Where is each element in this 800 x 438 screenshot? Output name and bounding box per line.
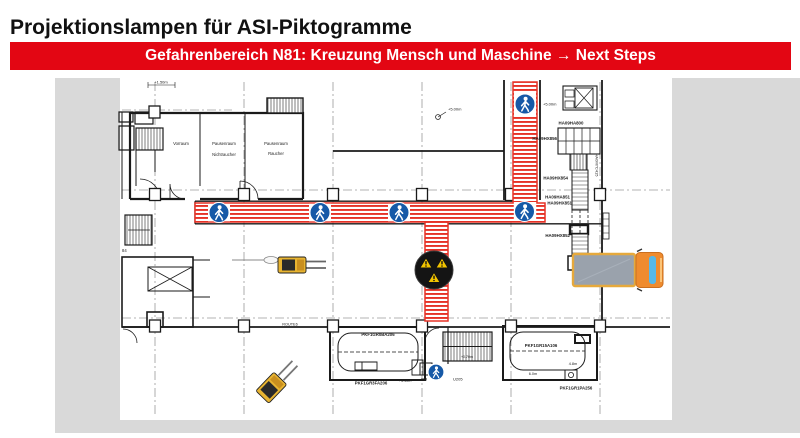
room-label: Pausenraum [264,141,288,146]
dimension-label: +5.00m [543,101,557,107]
room-label: Pausenraum [212,141,236,146]
dimension-label: 6.0m [528,372,538,376]
tank-label: PKF1GR15A106 [524,343,558,348]
room-label: Vorraum [173,141,189,146]
page-title: Projektionslampen für ASI-Piktogramme [10,16,412,40]
equipment-label: HA09HX856 [532,136,557,141]
wall-label: ROUTE6 [282,322,298,327]
equipment-label: HA0M7C415 [594,153,600,177]
tank-label: PKF1GR3FA206 [354,380,388,386]
dimension-label: +1.50m [154,79,168,85]
plan-sheet [120,78,672,420]
pedestrian-icon [208,203,230,223]
equipment-label: HA09HX854 [543,175,568,181]
room-label: Nichtraucher [212,152,236,157]
pedestrian-icon [514,93,536,115]
wall-label: PN [421,376,427,382]
tank-label: PKF1GR1PA256 [559,385,593,391]
wall-label: 84 [122,248,127,253]
projection-corridor-horizontal [195,203,545,222]
pedestrian-icon [428,364,444,380]
dimension-label: +0.70m [460,355,474,359]
wall-label: U205 [453,376,463,382]
pedestrian-icon [514,202,536,222]
room-label: Raucher [268,151,284,156]
floor-plan-figure [0,76,800,433]
truck-icon [573,249,663,291]
equipment-label: HA09HX852 [545,233,570,238]
tank-label: PKF1GR0BA206 [361,332,395,337]
hazard-banner [10,42,791,70]
warning-sign-icon [415,251,453,289]
dimension-label: 4.8m [568,362,578,366]
equipment-label: HA09HX851 [547,200,572,206]
equipment-label: HA09HA800 [558,120,584,126]
hazard-banner-text: Gefahrenbereich N81: Kreuzung Mensch und Maschine → Next Steps [145,47,656,64]
dimension-label: +5.00m [448,106,462,112]
dimension-label: +4.10m [398,379,412,383]
equipment-label: HA09HA851 [545,194,570,200]
pedestrian-icon [309,203,331,223]
pedestrian-icon [388,203,410,223]
floor-plan-svg [0,76,800,433]
